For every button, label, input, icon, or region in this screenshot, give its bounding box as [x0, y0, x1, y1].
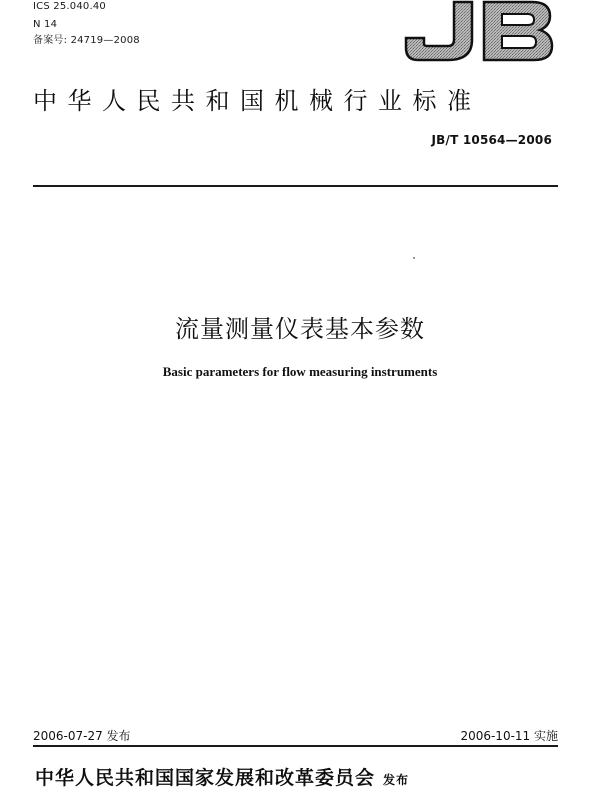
issuer-suffix: 发布 [383, 773, 410, 787]
logo-letter-j [406, 2, 472, 60]
jb-logo [404, 0, 554, 62]
ics-code: ICS 25.040.40 [33, 1, 106, 12]
org-title: 中华人民共和国机械行业标准 [33, 87, 482, 115]
classification-code: N 14 [33, 19, 58, 30]
top-divider [33, 185, 558, 187]
document-title-en: Basic parameters for flow measuring instruments [162, 364, 438, 379]
record-number [33, 35, 140, 47]
document-title-cn: 流量测量仪表基本参数 [175, 315, 425, 343]
record-label: 备案号: [33, 35, 68, 46]
bottom-divider [33, 745, 558, 747]
record-value: 24719—2008 [70, 35, 140, 46]
logo-letter-b [484, 2, 552, 60]
issue-date: 2006-07-27 发布 [33, 729, 131, 743]
implementation-date: 2006-10-11 实施 [460, 729, 558, 743]
issuer [35, 763, 409, 790]
scan-speck [413, 257, 415, 259]
issuer-name: 中华人民共和国国家发展和改革委员会 [35, 767, 376, 789]
standard-number: JB/T 10564—2006 [431, 133, 552, 147]
